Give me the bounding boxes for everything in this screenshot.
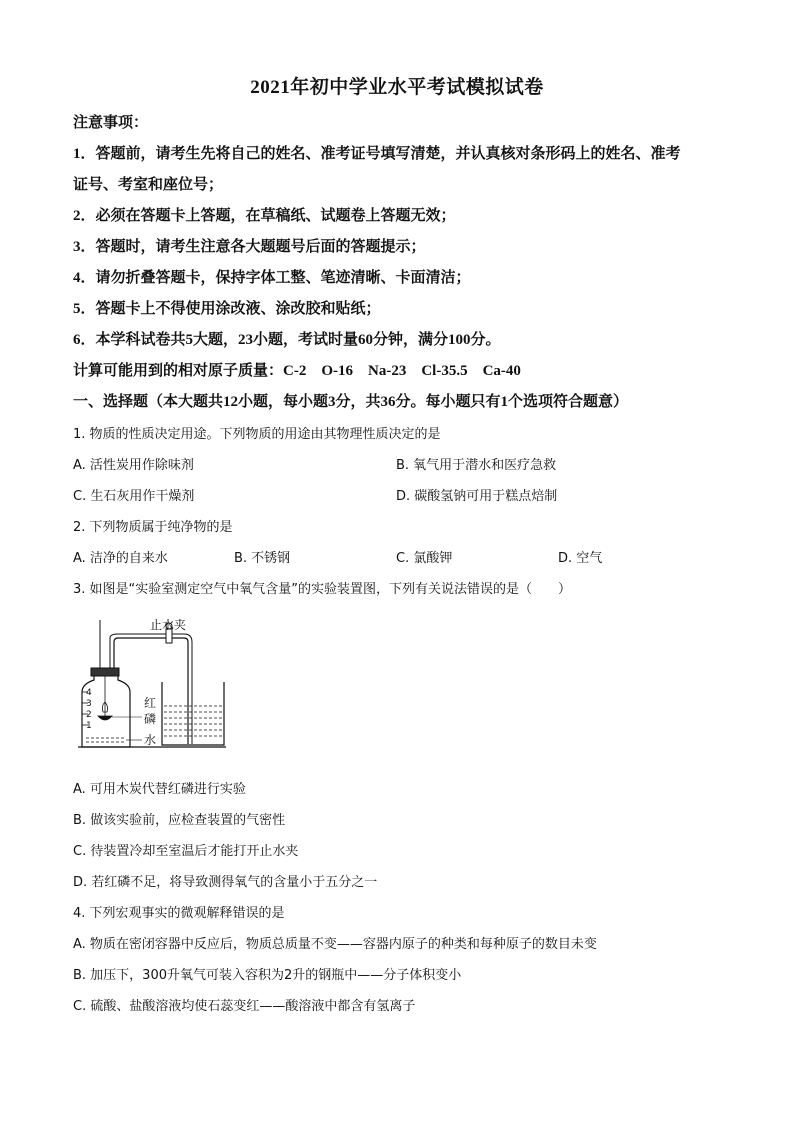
question-3-option-d: D. 若红磷不足，将导致测得氧气的含量小于五分之一 xyxy=(73,875,378,890)
notice-item-3: 3．答题时，请考生注意各大题题号后面的答题提示； xyxy=(73,239,426,255)
scale-mark-2: 2 xyxy=(86,710,92,720)
clamp-label: 止水夹 xyxy=(150,618,187,632)
question-1-option-d: D. 碳酸氢钠可用于糕点焙制 xyxy=(396,489,558,504)
question-1-option-a: A. 活性炭用作除味剂 xyxy=(73,458,194,473)
question-4-option-a: A. 物质在密闭容器中反应后，物质总质量不变——容器内原子的种类和每种原子的数目未变 xyxy=(73,937,597,952)
notice-item-4: 4．请勿折叠答题卡，保持字体工整、笔迹清晰、卡面清洁； xyxy=(73,270,471,286)
oxygen-experiment-diagram xyxy=(78,612,238,757)
question-4-stem: 4. 下列宏观事实的微观解释错误的是 xyxy=(73,906,285,921)
question-3-option-a: A. 可用木炭代替红磷进行实验 xyxy=(73,782,246,797)
question-2-option-a: A. 洁净的自来水 xyxy=(73,551,168,566)
question-3-option-b: B. 做该实验前，应检查装置的气密性 xyxy=(73,813,286,828)
notice-item-1: 1．答题前，请考生先将自己的姓名、准考证号填写清楚，并认真核对条形码上的姓名、准考 xyxy=(73,146,681,162)
question-3-option-c: C. 待装置冷却至室温后才能打开止水夹 xyxy=(73,844,299,859)
question-4-option-b: B. 加压下，300升氧气可装入容积为2升的钢瓶中——分子体积变小 xyxy=(73,968,462,983)
question-2-stem: 2. 下列物质属于纯净物的是 xyxy=(73,520,233,535)
scale-mark-1: 1 xyxy=(86,721,92,731)
notice-heading: 注意事项： xyxy=(73,115,149,131)
section-heading: 一、选择题（本大题共12小题，每小题3分，共36分。每小题只有1个选项符合题意） xyxy=(73,394,629,410)
question-1-option-c: C. 生石灰用作干燥剂 xyxy=(73,489,195,504)
question-2-option-c: C. 氯酸钾 xyxy=(396,551,453,566)
question-2-option-b: B. 不锈钢 xyxy=(234,551,291,566)
question-1-option-b: B. 氧气用于潜水和医疗急救 xyxy=(396,458,557,473)
atomic-masses: 计算可能用到的相对原子质量：C-2 O-16 Na-23 Cl-35.5 Ca-40 xyxy=(73,363,521,379)
page-title: 2021年初中学业水平考试模拟试卷 xyxy=(250,77,544,98)
water-label: 水 xyxy=(144,733,157,747)
scale-mark-3: 3 xyxy=(86,699,92,709)
question-4-option-c: C. 硫酸、盐酸溶液均使石蕊变红——酸溶液中都含有氢离子 xyxy=(73,999,416,1014)
notice-item-6: 6．本学科试卷共5大题，23小题，考试时量60分钟，满分100分。 xyxy=(73,332,501,348)
question-1-stem: 1. 物质的性质决定用途。下列物质的用途由其物理性质决定的是 xyxy=(73,427,441,442)
notice-item-2: 2．必须在答题卡上答题，在草稿纸、试题卷上答题无效； xyxy=(73,208,456,224)
question-3-stem: 3. 如图是“实验室测定空气中氧气含量”的实验装置图，下列有关说法错误的是（ ） xyxy=(73,582,572,597)
notice-item-1-cont: 证号、考室和座位号； xyxy=(73,177,224,193)
phosphorus-label-1: 红 xyxy=(144,696,157,710)
question-2-option-d: D. 空气 xyxy=(558,551,603,566)
phosphorus-label-2: 磷 xyxy=(144,712,157,726)
scale-mark-4: 4 xyxy=(86,688,92,698)
notice-item-5: 5．答题卡上不得使用涂改液、涂改胶和贴纸； xyxy=(73,301,381,317)
